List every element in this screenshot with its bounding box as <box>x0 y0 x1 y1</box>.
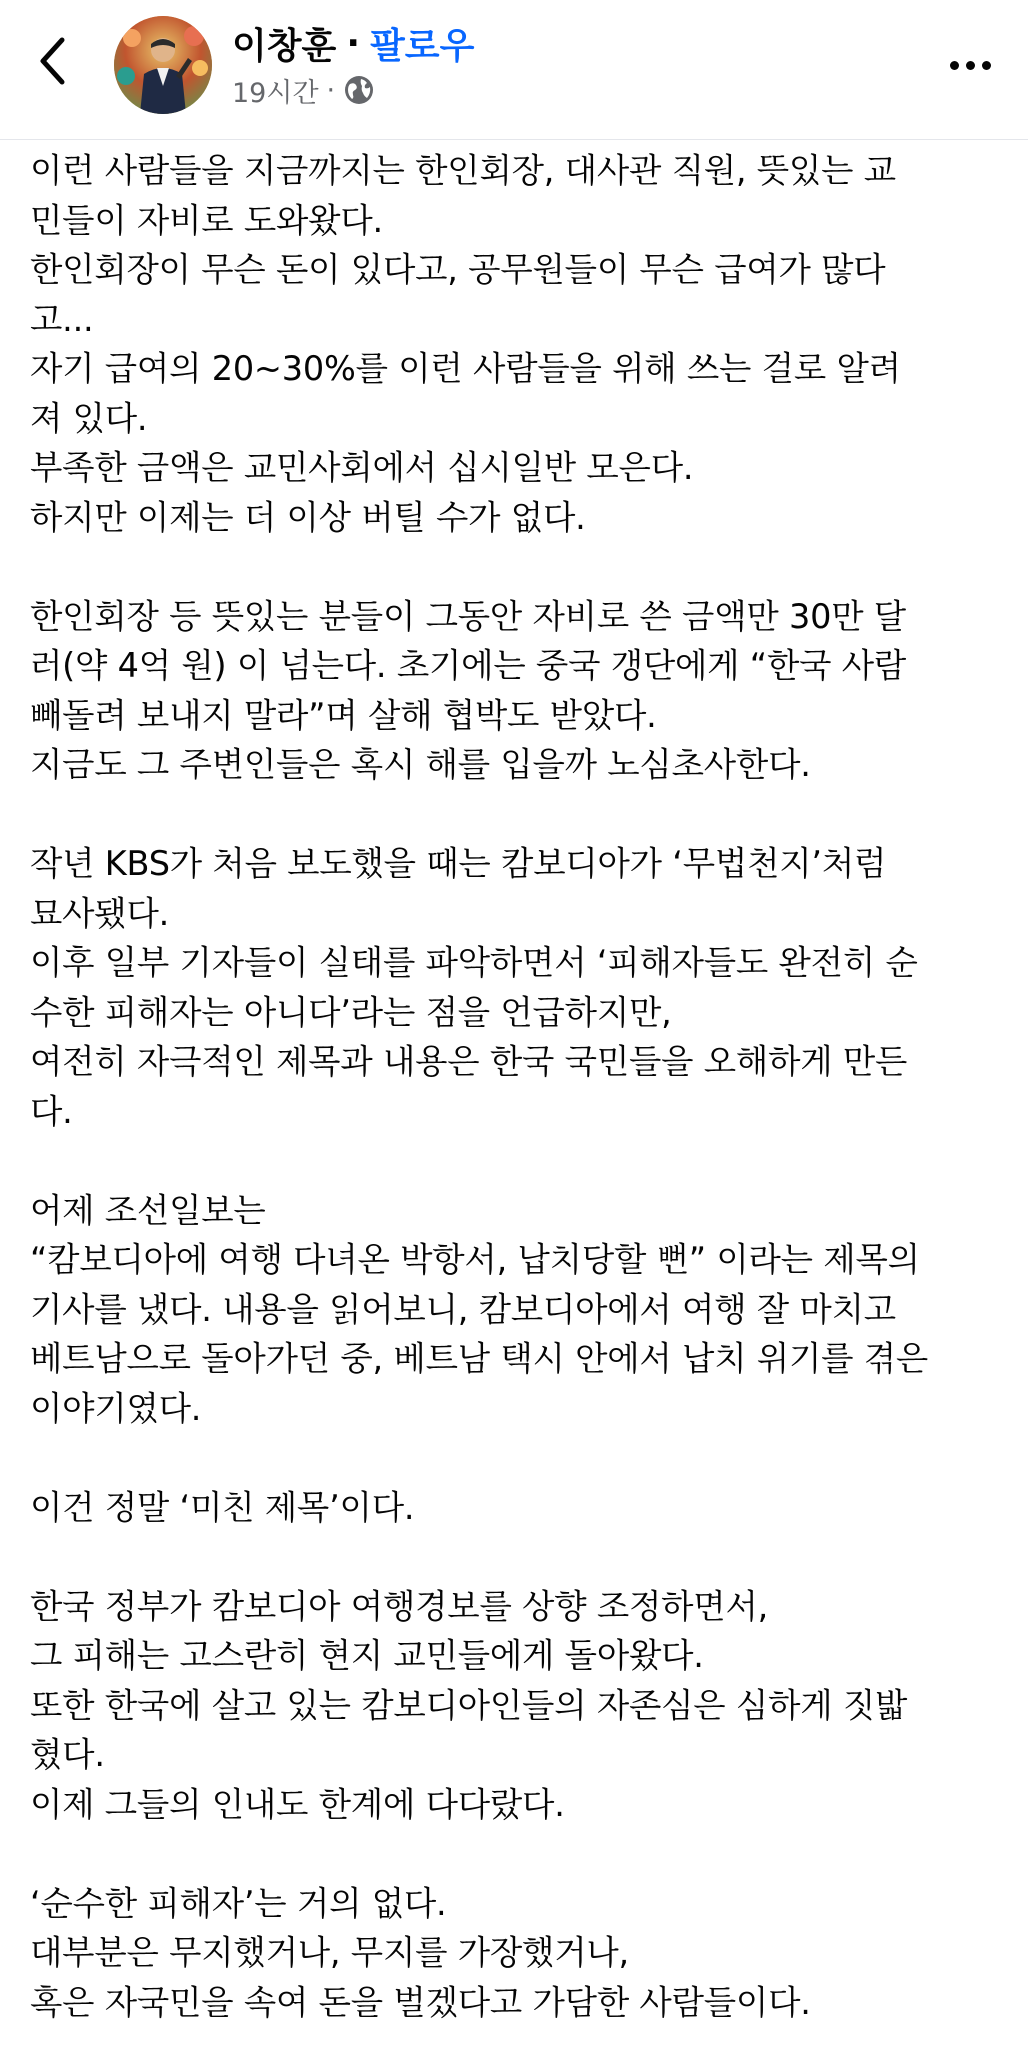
paragraph-break <box>30 1136 1005 1186</box>
paragraph-break <box>30 1829 1005 1879</box>
post-text-line: 대부분은 무지했거나, 무지를 가장했거나, <box>30 1933 629 1972</box>
post-text-line: 묘사됐다. <box>30 893 170 933</box>
paragraph-break <box>30 790 1005 840</box>
post-meta <box>232 70 375 110</box>
separator-dot: · <box>346 22 361 64</box>
post-text-line: 한국 정부가 캄보디아 여행경보를 상향 조정하면서, <box>30 1586 769 1626</box>
post-text-line: “캄보디아에 여행 다녀온 박항서, 납치당할 뻔” 이라는 제목의 <box>30 1240 920 1279</box>
profile-photo <box>114 16 212 114</box>
post-header <box>0 0 1028 140</box>
more-dot <box>982 61 991 70</box>
post-text-line: 지금도 그 주변인들은 혹시 해를 입을까 노심초사한다. <box>30 745 811 784</box>
post-text-line: 기사를 냈다. 내용을 읽어보니, 캄보디아에서 여행 잘 마치고 <box>30 1289 896 1329</box>
post-text-line: 작년 KBS가 처음 보도했을 때는 캄보디아가 ‘무법천지’처럼 <box>30 844 887 883</box>
post-text-line: 혹은 자국민을 속여 돈을 벌겠다고 가담한 사람들이다. <box>30 1982 811 2022</box>
post-text-line: 자기 급여의 20~30%를 이런 사람들을 위해 쓰는 걸로 알려 <box>30 349 901 388</box>
chevron-left-icon <box>30 26 84 96</box>
author-line <box>232 18 474 68</box>
more-dot <box>966 61 975 70</box>
follow-button[interactable]: 팔로우 <box>370 25 475 67</box>
post-text-line: ‘순수한 피해자’는 거의 없다. <box>30 1883 447 1923</box>
post-text-line: 져 있다. <box>30 398 148 438</box>
more-options-button[interactable] <box>938 40 1002 90</box>
post-text-line: 이런 사람들을 지금까지는 한인회장, 대사관 직원, 뜻있는 교 <box>30 151 896 190</box>
post-text-line: 러(약 4억 원) 이 넘는다. 초기에는 중국 갱단에게 “한국 사람 <box>30 646 907 685</box>
post-text-line: 여전히 자극적인 제목과 내용은 한국 국민들을 오해하게 만든 <box>30 1042 908 1081</box>
post-text-line: 수한 피해자는 아니다’라는 점을 언급하지만, <box>30 992 672 1032</box>
post-body <box>30 146 1005 2027</box>
post-text-line: 빼돌려 보내지 말라”며 살해 협박도 받았다. <box>30 695 657 735</box>
post-text-line: 또한 한국에 살고 있는 캄보디아인들의 자존심은 심하게 짓밟 <box>30 1685 908 1725</box>
post-text-line: 베트남으로 돌아가던 중, 베트남 택시 안에서 납치 위기를 겪은 <box>30 1339 929 1378</box>
meta-separator: · <box>326 74 336 106</box>
post-text-line: 한인회장 등 뜻있는 분들이 그동안 자비로 쓴 금액만 30만 달 <box>30 596 906 636</box>
post-text-line: 이제 그들의 인내도 한계에 다다랐다. <box>30 1784 565 1824</box>
post-text-line: 어제 조선일보는 <box>30 1190 266 1230</box>
paragraph-break <box>30 542 1005 592</box>
more-horizontal-icon <box>950 61 959 70</box>
post-text-line: 고... <box>30 299 94 339</box>
paragraph-break <box>30 1433 1005 1483</box>
post-text-line: 다. <box>30 1091 73 1131</box>
post-text-line: 혔다. <box>30 1735 105 1774</box>
post-text-line: 한인회장이 무슨 돈이 있다고, 공무원들이 무슨 급여가 많다 <box>30 250 886 289</box>
paragraph-break <box>30 1532 1005 1582</box>
back-button[interactable] <box>30 26 84 96</box>
post-text-line: 이야기였다. <box>30 1388 202 1428</box>
post-text-line: 민들이 자비로 도와왔다. <box>30 200 383 240</box>
avatar[interactable] <box>114 16 212 114</box>
post-text-line: 부족한 금액은 교민사회에서 십시일반 모은다. <box>30 448 694 487</box>
author-name[interactable]: 이창훈 <box>232 25 337 67</box>
globe-icon <box>343 74 375 106</box>
post-text-line: 이건 정말 ‘미친 제목’이다. <box>30 1487 415 1527</box>
post-text-line: 하지만 이제는 더 이상 버틸 수가 없다. <box>30 497 586 537</box>
post-text-line: 그 피해는 고스란히 현지 교민들에게 돌아왔다. <box>30 1636 704 1675</box>
post-text-line: 이후 일부 기자들이 실태를 파악하면서 ‘피해자들도 완전히 순 <box>30 943 918 982</box>
post-timestamp[interactable]: 19시간 <box>232 77 319 109</box>
